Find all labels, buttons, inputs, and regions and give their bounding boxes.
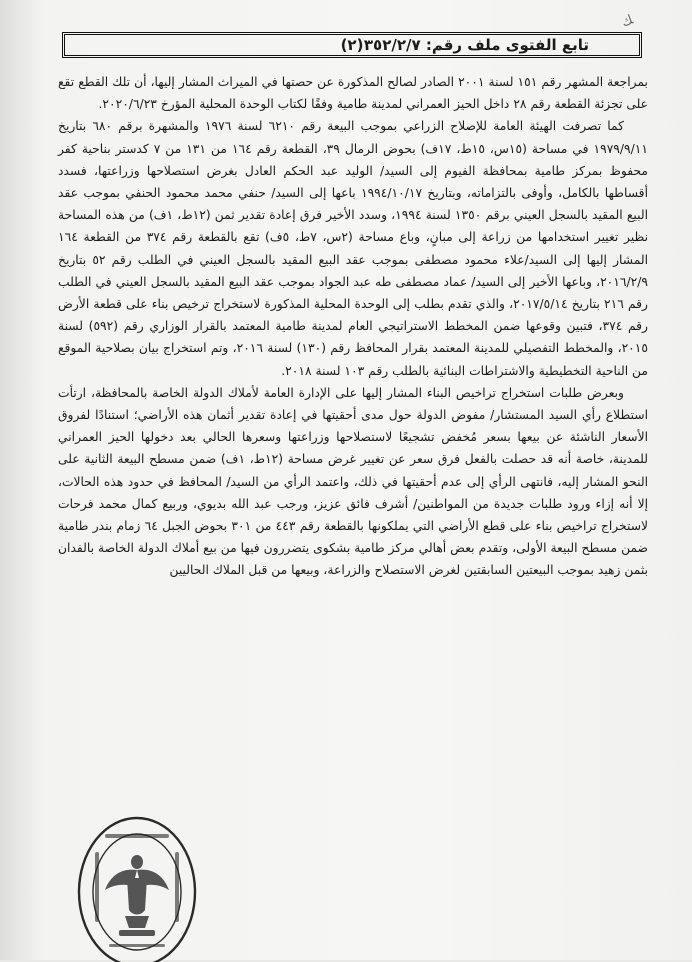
paragraph-1: بمراجعة المشهر رقم ١٥١ لسنة ٢٠٠١ الصادر لصالح المذكورة عن حصتها في الميراث المشار إليها، أن تلك القطع تقع على تجزئة القطعة رقم ٢٨ داخل الحيز العمراني لمدينة طامية وفقًا لكتاب الوحدة المحلية المؤرخ ٢٠٢٠/٦/٢٣. (58, 75, 648, 112)
paragraph-3: وبعرض طلبات استخراج تراخيص البناء المشار إليها على الإدارة العامة لأملاك الدولة الخاصة بالمحافظة، ارتأت استطلاع رأي السيد المستشار/ مفوض الدولة حول مدى أحقيتها في إعادة تقدير أثمان هذه الأراضي؛ استنادًا لفروق الأسعار الناشئة عن بيعها بسعر مُخفض تشجيعًا لاستصلاحها وزراعتها وسعرها الحالي بعد دخولها الحيز العمراني للمدينة، خاصة أنه قد حصلت بالفعل فرق سعر عن تغيير غرض مساحة (١٢ط، ١ف) ضمن مسطح البيعة الثانية على النحو المشار إليه، فانتهى الرأي إلى عدم أحقيتها في ذلك، واعتمد الرأي من السيد/ المحافظ في حدود هذه الحالات، إلا أنه إزاء ورود طلبات جديدة من المواطنين/ أشرف فائق عزيز، ورجب عبد الله بديوي، وربيع كمال محمد فرحات لاستخراج تراخيص بناء على قطع الأراضي التي يملكونها بالقطعة رقم ٤٤٣ من ٣٠١ بحوض الجبل ٦٤ زمام بندر طامية ضمن مسطح البيعة الأولى، وتقدم بعض أهالي مركز طامية بشكوى يتضررون فيها من بيع أملاك الدولة الخاصة بالفدان بثمن زهيد بموجب البيعتين السابقتين لغرض الاستصلاح والزراعة، وبيعها من قبل الملاك الحاليين (58, 385, 649, 578)
document-body (58, 71, 648, 582)
file-number-title: تابع الفتوى ملف رقم: ٣٥٢/٢/٧ (363, 36, 589, 54)
paragraph-2: كما تصرفت الهيئة العامة للإصلاح الزراعي بموجب البيعة رقم ٦٢١٠ لسنة ١٩٧٦ والمشهرة برقم ٦٨٠ بتاريخ ١٩٧٩/٩/١١ في مساحة (١٥س، ١٥ط، ١٧ف) بحوض الرمال ٣٩، القطعة رقم ١٦٤ من ١٣١ من ٧ كدستر بناحية كفر محفوظ بمركز طامية بمحافظة الفيوم إلى السيد/ الوليد عبد الحكم العادل بغرض استصلاحها وزراعتها، فسدد أقساطها بالكامل، وأوفى بالتزاماته، وبتاريخ ١٩٩٤/١٠/١٧ باعها إلى السيد/ حنفي محمد محمود الحنفي بموجب عقد البيع المقيد بالسجل العيني برقم ١٣٥٠ لسنة ١٩٩٤، وسدد الأخير فرق إعادة تقدير ثمن (١٢ط، ١ف) من هذه المساحة نظير تغيير استخدامها من زراعة إلى مبانٍ، وباع مساحة (٢س، ٧ط، ٥ف) تقع بالقطعة رقم ٣٧٤ من القطعة ١٦٤ المشار إليها إلى السيد/علاء محمود مصطفى بموجب عقد البيع المقيد بالسجل العيني في الطلب رقم ٥٢ بتاريخ ٢٠١٦/٢/٩، وباعها الأخير إلى السيد/ عماد مصطفى طه عبد الجواد بموجب عقد البيع المقيد بالسجل العيني في الطلب رقم ٢١٦ بتاريخ ٢٠١٧/٥/١٤، والذي تقدم بطلب إلى الوحدة المحلية المذكورة لاستخراج ترخيص بناء على قطعة الأرض رقم ٣٧٤، فتبين وقوعها ضمن المخطط الاستراتيجي العام لمدينة طامية المعتمد بالقرار الوزاري رقم (٥٩٢) لسنة ٢٠١٥، والمخطط التفصيلي للمدينة المعتمد بقرار المحافظ رقم (١٣٠) لسنة ٢٠١٦، وتم استخراج بيان بصلاحية الموقع من الناحية التخطيطية والاشتراطات البنائية بالطلب رقم ١٠٣ لسنة ٢٠١٨. (58, 119, 649, 378)
page-number: (٢) (340, 36, 364, 54)
header-box (62, 32, 642, 58)
eagle-seal-icon (75, 812, 199, 962)
corner-handwritten-mark: ﻚ (619, 12, 636, 31)
